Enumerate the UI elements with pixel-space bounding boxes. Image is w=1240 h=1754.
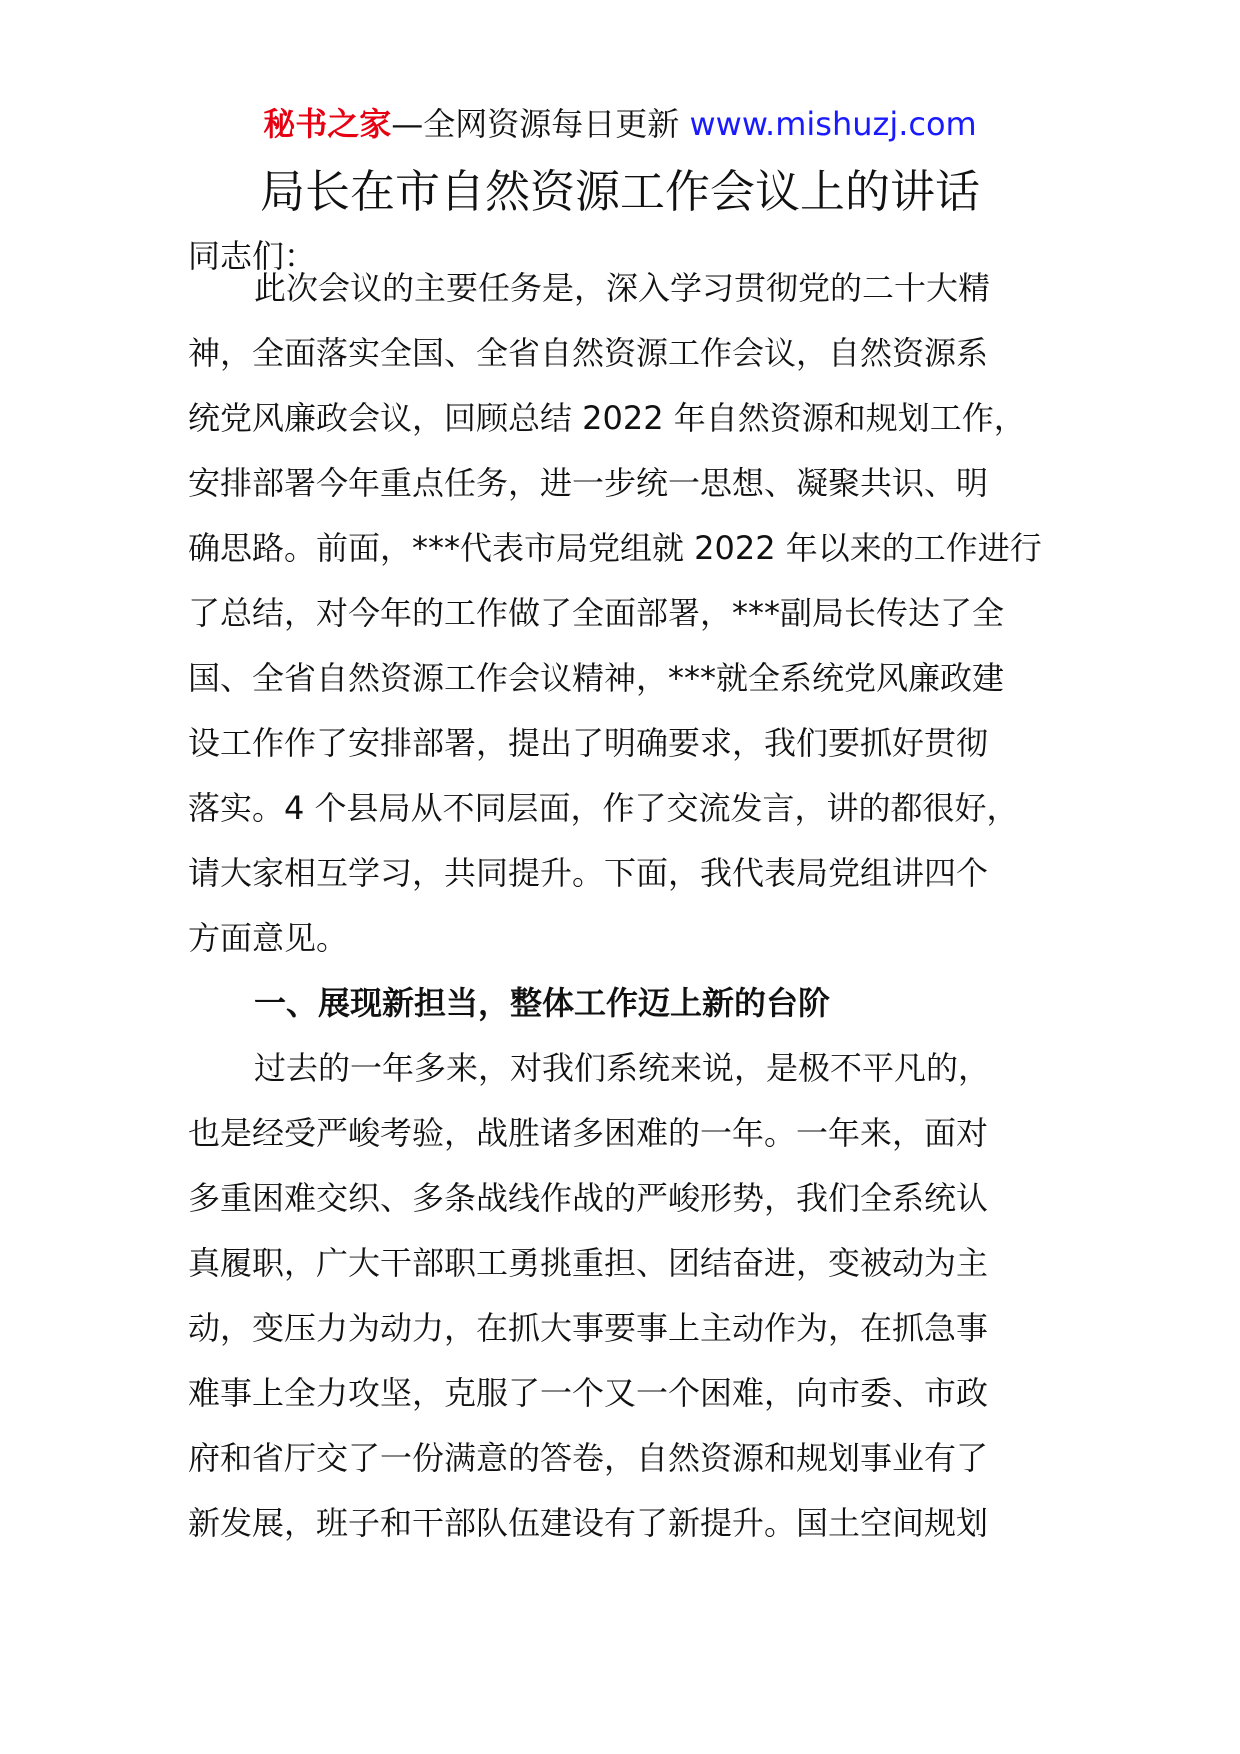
salutation: 同志们： [188,237,317,275]
header-slogan: —全网资源每日更新 [391,105,690,143]
paragraph-line: 国、全省自然资源工作会议精神，***就全系统党风廉政建 [188,659,1005,697]
brand-name: 秘书之家 [263,105,392,143]
paragraph-line: 新发展，班子和干部队伍建设有了新提升。国土空间规划 [188,1504,989,1542]
paragraph-line: 府和省厅交了一份满意的答卷，自然资源和规划事业有了 [188,1439,989,1477]
paragraph-line: 了总结，对今年的工作做了全面部署，***副局长传达了全 [188,594,1005,632]
paragraph-line: 落实。4 个县局从不同层面，作了交流发言，讲的都很好， [188,789,1019,827]
paragraph-line: 神，全面落实全国、全省自然资源工作会议，自然资源系 [188,334,989,372]
paragraph-line: 方面意见。 [188,919,349,957]
paragraph-line: 设工作作了安排部署，提出了明确要求，我们要抓好贯彻 [188,724,989,762]
paragraph-line: 确思路。前面，***代表市局党组就 2022 年以来的工作进行 [188,529,1042,567]
paragraph-line: 多重困难交织、多条战线作战的严峻形势，我们全系统认 [188,1179,989,1217]
site-header [0,102,1240,146]
site-url-link[interactable]: www.mishuzj.com [689,105,977,143]
paragraph-line: 真履职，广大干部职工勇挑重担、团结奋进，变被动为主 [188,1244,989,1282]
paragraph-line: 统党风廉政会议，回顾总结 2022 年自然资源和规划工作， [188,399,1026,437]
paragraph-line: 难事上全力攻坚，克服了一个又一个困难，向市委、市政 [188,1374,989,1412]
document-title: 局长在市自然资源工作会议上的讲话 [259,165,980,218]
paragraph-1 [188,256,1068,1556]
section-heading: 一、展现新担当，整体工作迈上新的台阶 [254,984,831,1022]
paragraph-line: 此次会议的主要任务是，深入学习贯彻党的二十大精 [254,269,991,307]
paragraph-line: 也是经受严峻考验，战胜诸多困难的一年。一年来，面对 [188,1114,989,1152]
paragraph-line: 请大家相互学习，共同提升。下面，我代表局党组讲四个 [188,854,989,892]
paragraph-line: 安排部署今年重点任务，进一步统一思想、凝聚共识、明 [188,464,989,502]
paragraph-line: 过去的一年多来，对我们系统来说，是极不平凡的， [254,1049,991,1087]
paragraph-line: 动，变压力为动力，在抓大事要事上主动作为，在抓急事 [188,1309,989,1347]
